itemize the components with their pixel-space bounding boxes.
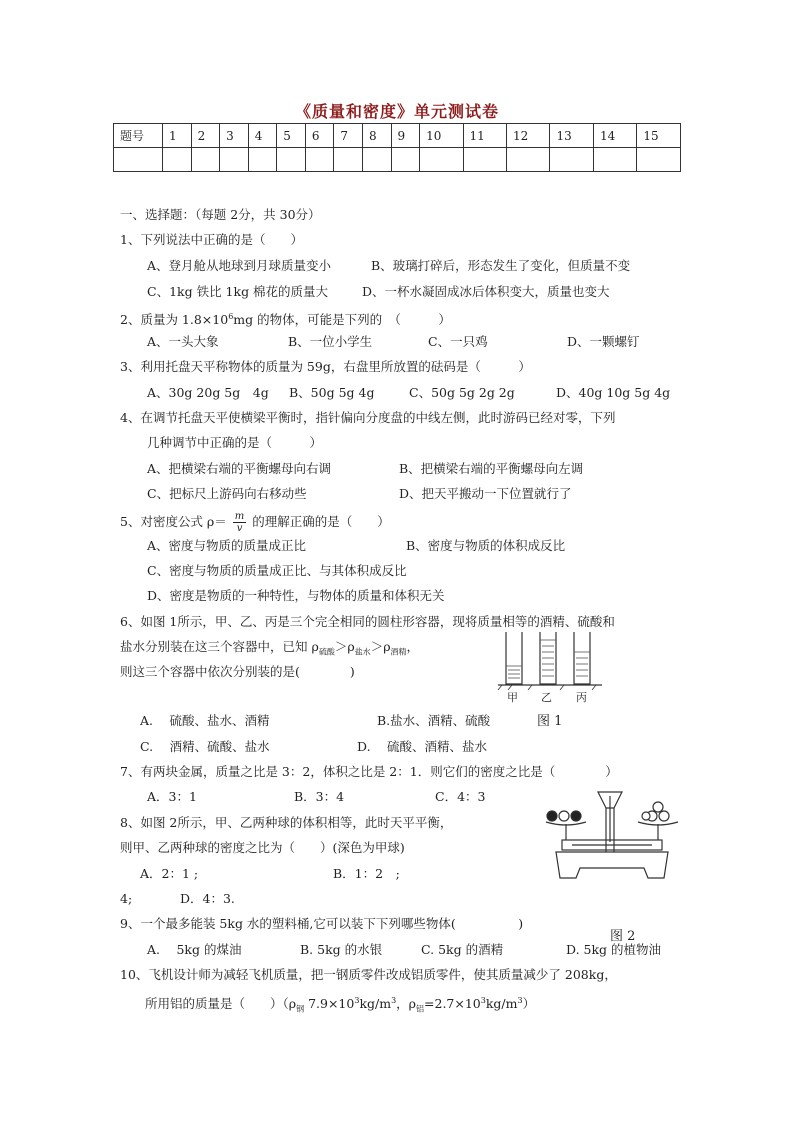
score-cell[interactable] bbox=[305, 148, 334, 172]
q6-stem-line1: 6、如图 1所示，甲、乙、丙是三个完全相同的圆柱形容器，现将质量相等的酒精、硫酸和 bbox=[120, 614, 615, 629]
density-formula-fraction bbox=[233, 511, 246, 534]
dark-ball-jia bbox=[571, 811, 581, 821]
light-ball-yi bbox=[559, 811, 569, 821]
ground-hatch bbox=[560, 685, 564, 690]
q10-exp: 3 bbox=[391, 996, 397, 1005]
q1-option-b: B、玻璃打碎后，形态发生了变化，但质量不变 bbox=[371, 258, 631, 273]
ground-hatch bbox=[592, 685, 596, 690]
q10-sub-steel: 钢 bbox=[296, 1004, 305, 1014]
q4-option-d: D、把天平搬动一下位置就行了 bbox=[399, 486, 572, 501]
q10-stem-line1: 10、飞机设计师为减轻飞机质量，把一钢质零件改成铝质零件，使其质量减少了 208kg， bbox=[120, 967, 617, 982]
q2-stem-exponent: 6 bbox=[228, 312, 234, 321]
q2-option-a: A、一头大象 bbox=[147, 334, 219, 349]
q5-stem-text: 5、对密度公式 ρ＝ bbox=[120, 514, 227, 529]
score-table-number: 3 bbox=[220, 124, 249, 148]
q9-option-c: C. 5kg 的酒精 bbox=[421, 942, 504, 957]
score-table-number: 5 bbox=[277, 124, 306, 148]
q7-stem: 7、有两块金属，质量之比是 3：2，体积之比是 2：1．则它们的密度之比是（ ） bbox=[120, 764, 618, 779]
score-table-number: 11 bbox=[463, 124, 506, 148]
q10-steel-density: 7.9×10 bbox=[304, 996, 355, 1012]
score-cell[interactable] bbox=[391, 148, 420, 172]
q7-option-c: C．4：3 bbox=[435, 789, 486, 804]
q10-close-paren: ） bbox=[522, 996, 536, 1012]
score-table-number: 13 bbox=[550, 124, 593, 148]
q7-option-b: B．3：4 bbox=[294, 789, 345, 804]
q6-stem-line2 bbox=[120, 639, 419, 661]
q5-option-b: B、密度与物质的体积成反比 bbox=[406, 538, 566, 553]
score-table-header-row bbox=[114, 124, 681, 148]
score-cell[interactable] bbox=[593, 148, 636, 172]
q8-option-a: A．2：1 ; bbox=[140, 866, 199, 881]
scale-base bbox=[556, 852, 668, 878]
q6-option-b: B.盐水、酒精、硫酸 bbox=[377, 713, 491, 728]
score-cell[interactable] bbox=[420, 148, 463, 172]
score-cell[interactable] bbox=[637, 148, 681, 172]
q10-sep: ，ρ bbox=[396, 996, 417, 1012]
score-cell[interactable] bbox=[114, 148, 163, 172]
fig1-caption: 图 1 bbox=[537, 714, 563, 729]
q4-option-b: B、把横梁右端的平衡螺母向左调 bbox=[399, 461, 584, 476]
right-pan bbox=[638, 822, 678, 825]
q6-stem-comma: ， bbox=[406, 639, 420, 654]
q10-exp: 3 bbox=[480, 996, 486, 1005]
score-table-number: 4 bbox=[248, 124, 277, 148]
q2-stem-text-end: mg 的物体，可能是下列的 （ ） bbox=[233, 312, 451, 328]
q10-aluminum-density: =2.7×10 bbox=[424, 996, 481, 1012]
score-table-number: 9 bbox=[391, 124, 420, 148]
q6-stem-gt1: ＞ρ bbox=[334, 639, 355, 654]
q2-option-b: B、一位小学生 bbox=[288, 334, 373, 349]
fig1-label-bing: 丙 bbox=[576, 691, 587, 704]
score-cell[interactable] bbox=[248, 148, 277, 172]
q10-exp: 3 bbox=[517, 996, 523, 1005]
score-table-number: 6 bbox=[305, 124, 334, 148]
q6-stem-text: 盐水分别装在这三个容器中，已知 ρ bbox=[120, 639, 319, 654]
q6-stem-gt2: ＞ρ bbox=[370, 639, 391, 654]
score-table-header-label: 题号 bbox=[114, 124, 163, 148]
score-cell[interactable] bbox=[507, 148, 550, 172]
q9-option-d: D. 5kg 的植物油 bbox=[566, 942, 662, 957]
q10-sub-aluminum: 铝 bbox=[416, 1004, 425, 1014]
fraction-denominator: v bbox=[236, 523, 243, 534]
q1-stem: 1、下列说法中正确的是（ ） bbox=[120, 232, 303, 247]
q1-option-a: A、登月舱从地球到月球质量变小 bbox=[147, 258, 332, 273]
q5-option-c: C、密度与物质的质量成正比、与其体积成反比 bbox=[147, 563, 407, 578]
q6-sub-saltwater: 盐水 bbox=[354, 647, 371, 657]
fig1-label-jia: 甲 bbox=[507, 691, 518, 704]
score-cell[interactable] bbox=[191, 148, 220, 172]
q8-option-d: D．4：3. bbox=[180, 891, 235, 906]
q10-stem-text: 所用铝的质量是（ ）（ρ bbox=[145, 996, 297, 1012]
score-table-number: 15 bbox=[637, 124, 681, 148]
score-cell[interactable] bbox=[334, 148, 363, 172]
q2-stem-text: 2、质量为 1.8×10 bbox=[120, 312, 229, 328]
score-table-number: 1 bbox=[163, 124, 192, 148]
q10-unit: kg/m bbox=[359, 996, 392, 1012]
q10-stem-line2 bbox=[145, 993, 535, 1018]
q7-option-a: A．3：1 bbox=[147, 789, 197, 804]
q6-stem-line3: 则这三个容器中依次分别装的是( ) bbox=[120, 664, 355, 679]
q3-option-a: A、30g 20g 5g 4g bbox=[147, 385, 269, 400]
score-cell[interactable] bbox=[163, 148, 192, 172]
page-title: 《质量和密度》单元测试卷 bbox=[294, 102, 499, 121]
score-table bbox=[113, 123, 681, 172]
q4-option-c: C、把标尺上游码向右移动些 bbox=[147, 486, 307, 501]
q9-option-b: B. 5kg 的水银 bbox=[300, 942, 383, 957]
ground-hatch bbox=[528, 685, 532, 690]
fig2-caption: 图 2 bbox=[610, 929, 636, 944]
q5-stem-text-end: 的理解正确的是（ ） bbox=[252, 514, 390, 529]
q1-option-c: C、1kg 铁比 1kg 棉花的质量大 bbox=[147, 284, 329, 299]
q9-option-a: A. 5kg 的煤油 bbox=[147, 942, 242, 957]
score-table-number: 10 bbox=[420, 124, 463, 148]
figure-1-containers bbox=[498, 630, 608, 692]
q3-option-c: C、50g 5g 2g 2g bbox=[409, 385, 515, 400]
section-heading: 一、选择题：（每题 2分，共 30分） bbox=[120, 207, 321, 222]
q4-option-a: A、把横梁右端的平衡螺母向右调 bbox=[147, 461, 332, 476]
score-cell[interactable] bbox=[220, 148, 249, 172]
q5-stem bbox=[120, 510, 390, 534]
q6-sub-sulfuric: 硫酸 bbox=[318, 647, 335, 657]
q8-stem-line1: 8、如图 2所示，甲、乙两种球的体积相等，此时天平平衡， bbox=[120, 815, 453, 830]
ground-hatch bbox=[498, 685, 502, 690]
q3-stem: 3、利用托盘天平称物体的质量为 59g，右盘里所放置的砝码是（ ） bbox=[120, 359, 531, 374]
score-table-number: 14 bbox=[593, 124, 636, 148]
q6-sub-alcohol: 酒精 bbox=[390, 647, 407, 657]
dark-ball-jia bbox=[547, 811, 557, 821]
q3-option-d: D、40g 10g 5g 4g bbox=[556, 385, 671, 400]
score-table-number: 2 bbox=[191, 124, 220, 148]
q6-option-c: C. 酒精、硫酸、盐水 bbox=[140, 739, 270, 754]
q9-stem: 9、一个最多能装 5kg 水的塑料桶,它可以装下下列哪些物体( ) bbox=[120, 916, 524, 931]
score-cell[interactable] bbox=[277, 148, 306, 172]
score-table-answer-row bbox=[114, 148, 681, 172]
q4-stem-line1: 4、在调节托盘天平使横梁平衡时，指针偏向分度盘的中线左侧，此时游码已经对零，下列 bbox=[120, 410, 616, 425]
q6-option-a: A. 硫酸、盐水、酒精 bbox=[140, 713, 270, 728]
q8-option-b: B．1：2 ; bbox=[333, 866, 400, 881]
q8-stem-line2: 则甲、乙两种球的密度之比为（ ）(深色为甲球) bbox=[120, 840, 405, 855]
score-cell[interactable] bbox=[463, 148, 506, 172]
score-table-number: 7 bbox=[334, 124, 363, 148]
q1-option-d: D、一杯水凝固成冰后体积变大，质量也变大 bbox=[362, 284, 610, 299]
fig1-label-yi: 乙 bbox=[541, 691, 552, 704]
q8-option-c-fragment: 4; bbox=[120, 891, 133, 906]
q10-unit: kg/m bbox=[485, 996, 518, 1012]
dark-ball-jia bbox=[653, 802, 663, 812]
score-cell[interactable] bbox=[550, 148, 593, 172]
score-cell[interactable] bbox=[362, 148, 391, 172]
fraction-numerator: m bbox=[234, 511, 245, 522]
q2-stem bbox=[120, 309, 451, 328]
q3-option-b: B、50g 5g 4g bbox=[289, 385, 375, 400]
q5-option-d: D、密度是物质的一种特性，与物体的质量和体积无关 bbox=[147, 588, 445, 603]
score-table-number: 8 bbox=[362, 124, 391, 148]
figure-2-balance bbox=[542, 788, 682, 884]
light-ball-yi bbox=[642, 812, 650, 820]
left-pan bbox=[546, 822, 586, 825]
q2-option-c: C、一只鸡 bbox=[428, 334, 488, 349]
q2-option-d: D、一颗螺钉 bbox=[567, 334, 640, 349]
q4-stem-line2: 几种调节中正确的是（ ） bbox=[147, 435, 323, 450]
q6-option-d: D. 硫酸、酒精、盐水 bbox=[357, 739, 488, 754]
score-table-number: 12 bbox=[507, 124, 550, 148]
light-ball-yi bbox=[659, 811, 669, 821]
container-jia bbox=[506, 632, 522, 684]
q5-option-a: A、密度与物质的质量成正比 bbox=[147, 538, 307, 553]
q10-exp: 3 bbox=[354, 996, 360, 1005]
